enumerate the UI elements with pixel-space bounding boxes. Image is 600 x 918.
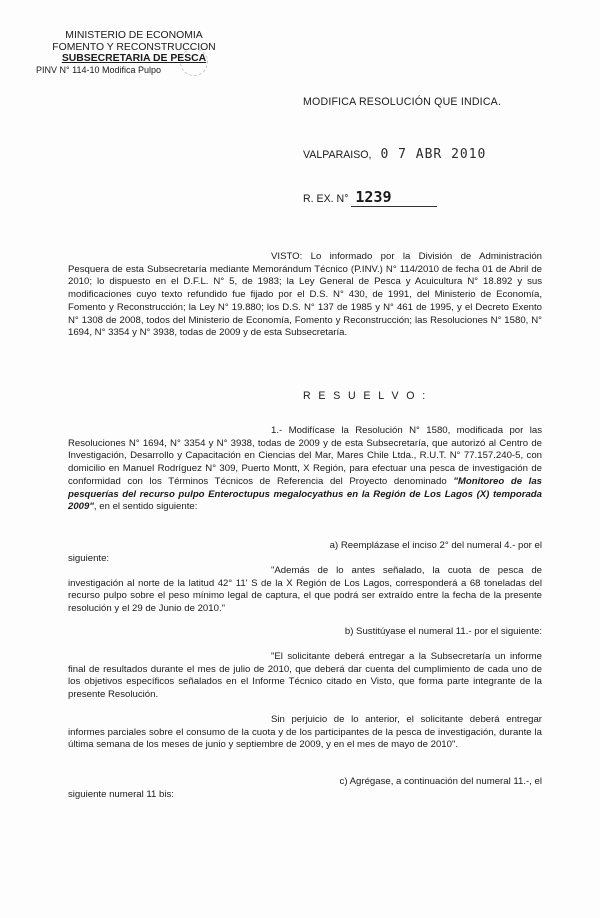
ministry-name: MINISTERIO DE ECONOMIA [65, 30, 203, 41]
ministry-division: FOMENTO Y RECONSTRUCCION [52, 41, 216, 53]
document-subject: MODIFICA RESOLUCIÓN QUE INDICA. [303, 96, 502, 108]
place-label: VALPARAISO, [303, 149, 372, 161]
clause-c-line1: c) Agrégase, a continuación del numeral 11.-, el [339, 776, 542, 787]
clause-c [68, 776, 542, 801]
visto-paragraph [68, 251, 542, 340]
clause-b-label: b) Sustitúyase el numeral 11.- por el siguiente: [344, 626, 542, 637]
resuelvo-heading: R E S U E L V O : [303, 390, 428, 402]
article-1-paragraph [68, 425, 542, 514]
seal-stamp [180, 48, 208, 76]
clause-b [68, 626, 542, 639]
clause-b-quote-1: "El solicitante deberá entregar a la Subsecretaría un informe final de resultados durante el mes de julio de 2010, que deberá dar cuenta del cumplimiento de cada uno de los objetivos específicos señalados en el Informe Técnico citado en Visto, que forma parte integrante de la presente Resolución. [68, 651, 542, 701]
clause-c-line2: siguiente numeral 11 bis: [68, 788, 174, 800]
subsecretaria-name: SUBSECRETARIA DE PESCA [61, 53, 207, 65]
clause-a-quote: "Además de lo antes señalado, la cuota de pesca de investigación al norte de la latitud 42° 11' S de la X Región de Los Lagos, corresponderá a 68 toneladas del recurso pulpo sobre el peso mínimo legal de captura, el que podrá ser extraído entre la fecha de la presente resolución y el 29 de Junio de 2010." [68, 565, 542, 615]
visto-text: VISTO: Lo informado por la División de Administración Pesquera de esta Subsecretaría mediante Memorándum Técnico (P.INV.) N° 114/2010 de fecha 01 de Abril de 2010; lo dispuesto en el D.F.L. N° 5, de 1983; la Ley General de Pesca y Acuicultura N° 18.892 y sus modificaciones cuyo texto refundido fue fijado por el D.S. N° 430, de 1991, del Ministerio de Economía, Fomento y Reconstrucción; la Ley N° 19.880; los D.S. N° 137 de 1985 y N° 461 de 1995, y el Decreto Exento N° 1308 de 2008, todos del Ministerio de Economía, Fomento y Reconstrucción; las Resoluciones N° 1580, N° 1694, N° 3354 y N° 3938, todas de 2009 y de esta Subsecretaría. [68, 251, 542, 339]
project-title: "Monitoreo de las pesquerías del recurso pulpo Enteroctupus megalocyathus en la Región de Los Lagos (X) temporada 2009" [68, 475, 542, 513]
rex-number: 1239 [355, 188, 392, 206]
rex-label: R. EX. N° [303, 193, 349, 205]
clause-a [68, 540, 542, 565]
resolution-number [303, 188, 437, 207]
place-date [303, 147, 486, 162]
clause-a-line1: a) Reemplázase el inciso 2° del numeral 4.- por el [329, 540, 542, 551]
clause-a-line2: siguiente: [68, 552, 110, 564]
date-stamp: 0 7 ABR 2010 [380, 147, 487, 162]
article-1-text: 1.- Modifícase la Resolución N° 1580, modificada por las Resoluciones N° 1694, N° 3354 y N° 3938, todas de 2009 y de esta Subsecretaría, que autorizó al Centro de Investigación, Desarrollo y Capacitación en Ciencias del Mar, Mares Chile Ltda., R.U.T. N° 77.157.240-5, con domicilio en Manuel Rodríguez N° 309, Puerto Montt, X Región, para efectuar una pesca de investigación de conformidad con los Términos Técnicos de Referencia del Proyecto denominado "Monitoreo de las pesquerías del recurso pulpo Enteroctupus megalocyathus en la Región de Los Lagos (X) temporada 2009", en el sentido siguiente: [68, 425, 542, 513]
clause-b-quote-2: Sin perjuicio de lo anterior, el solicitante deberá entregar informes parciales sobre el consumo de la cuota y de los participantes de la pesca de investigación, durante la última semana de los meses de junio y septiembre de 2009, y en el mes de mayo de 2010". [68, 714, 542, 751]
reference-code: PINV N° 114-10 Modifica Pulpo [36, 64, 161, 75]
